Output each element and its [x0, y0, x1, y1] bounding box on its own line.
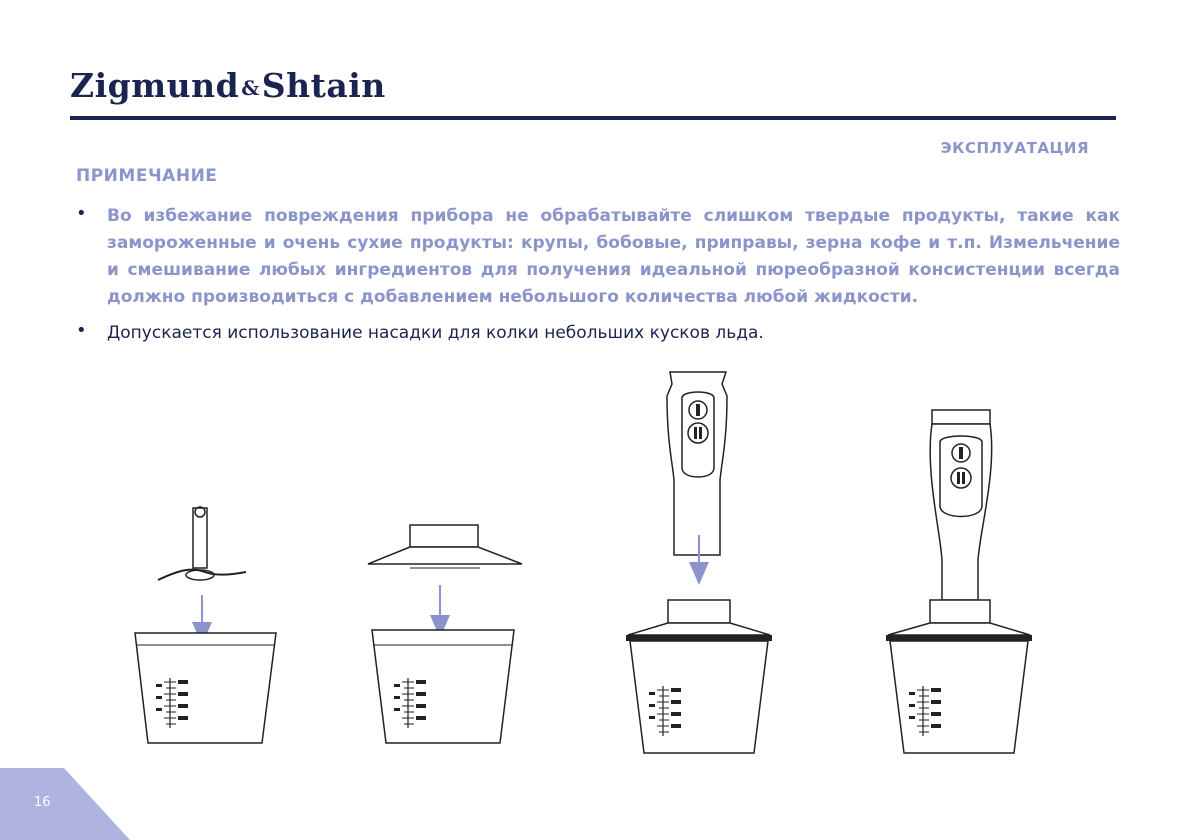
- header-divider: [70, 116, 1116, 120]
- measuring-bowl-icon: [372, 630, 514, 743]
- measuring-bowl-icon: [135, 633, 276, 743]
- brand-name-right: Shtain: [261, 66, 386, 105]
- section-title: ЭКСПЛУАТАЦИЯ: [940, 139, 1089, 157]
- note-bullet-2: [76, 320, 1122, 347]
- note-bullet-text: Допускается использование насадки для колки небольших кусков льда.: [107, 323, 764, 343]
- note-title: ПРИМЕЧАНИЕ: [76, 166, 218, 186]
- chopping-blade-icon: [158, 507, 246, 580]
- step2-lid-onto-bowl: [368, 525, 522, 743]
- assembly-illustration: [0, 360, 1192, 760]
- brand-name-left: Zigmund: [70, 66, 240, 105]
- brand-amp: &: [241, 76, 260, 100]
- step4-assembled-unit: [886, 410, 1032, 753]
- bowl-lid-icon: [368, 525, 522, 568]
- page-number: 16: [34, 795, 51, 810]
- motor-unit-icon: [667, 372, 727, 555]
- step3-motor-onto-bowl: [626, 372, 772, 753]
- bullet-dot-icon: •: [76, 320, 87, 341]
- page-corner-tab: [0, 768, 130, 840]
- lidded-bowl-icon: [626, 600, 772, 753]
- note-bullet-text: Во избежание повреждения прибора не обрабатывайте слишком твердые продукты, такие как замороженные и очень сухие продукты: крупы, бобовые, приправы, зерна кофе и т.п. Измельчение и смешивание любых ингредиентов для получения идеальной пюреобразной консистенции всегда должно производиться с добавлением небольшого количества любой жидкости.: [107, 206, 1120, 307]
- assembled-blender-icon: [886, 410, 1032, 753]
- brand-logo: [70, 66, 386, 105]
- step1-blade-into-bowl: [135, 507, 276, 743]
- bullet-dot-icon: •: [76, 203, 87, 224]
- note-bullet-1: [76, 203, 1122, 311]
